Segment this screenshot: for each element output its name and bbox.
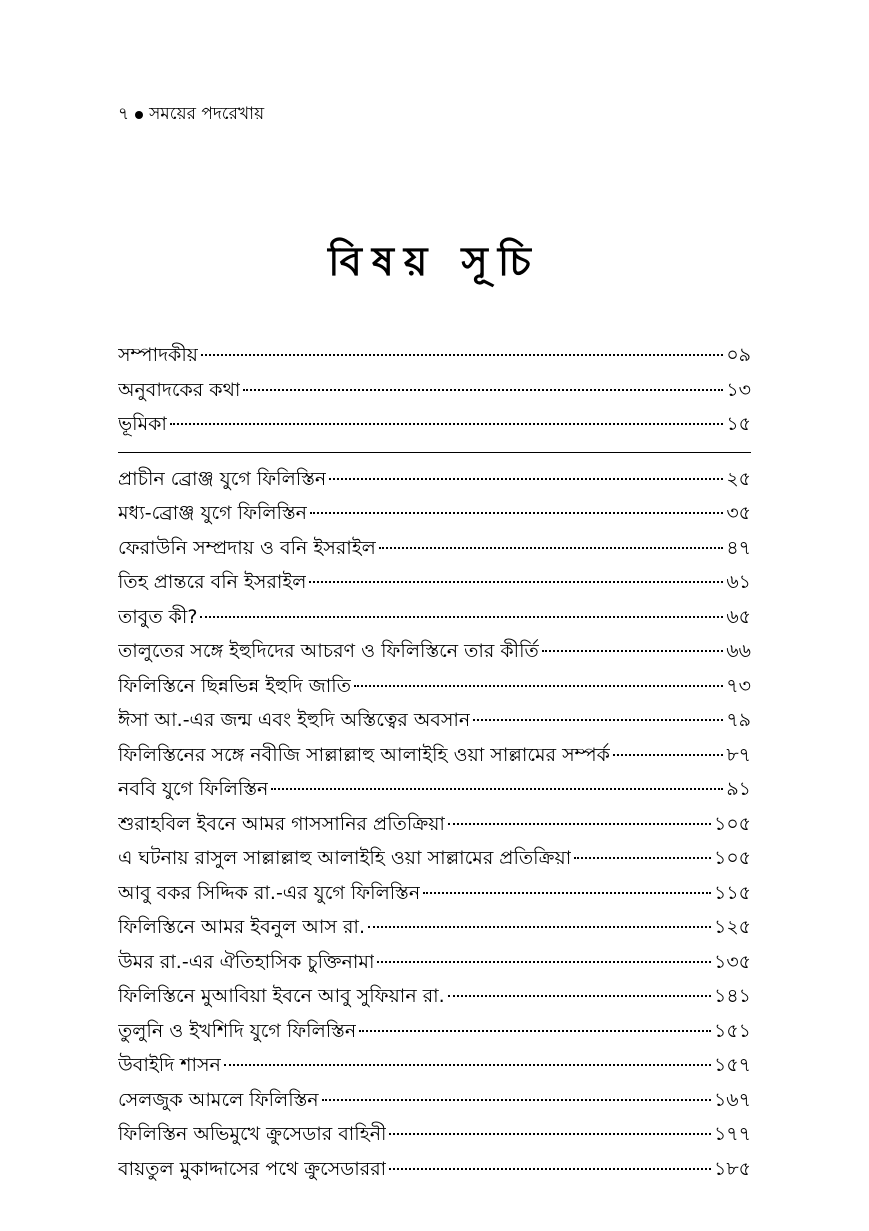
toc-entry-label: ঈসা আ.-এর জন্ম এবং ইহুদি অস্তিত্বের অবসান [118,709,471,731]
toc-entry[interactable] [118,1083,751,1118]
dot-leader [389,1168,711,1170]
toc-entry-page: ৭৩ [726,674,751,697]
toc-entry[interactable] [118,703,751,738]
toc-entry[interactable] [118,1117,751,1152]
toc-entry[interactable] [118,600,751,635]
dot-leader [542,650,723,652]
toc-entry[interactable] [118,496,751,531]
dot-leader [448,995,711,997]
page-title: বিষয় সূচি [328,239,541,285]
dot-leader [448,823,711,825]
dot-leader [423,892,711,894]
dot-leader [377,961,711,963]
toc-entry-label: ফিলিস্তিনে মুআবিয়া ইবনে আবু সুফিয়ান রা. [118,985,445,1007]
toc-entry[interactable] [118,373,751,408]
dot-leader [224,1064,711,1066]
toc-entry[interactable] [118,462,751,497]
toc-entry-page: ৮৭ [726,743,751,766]
toc-entry-label: অনুবাদকের কথা [118,378,241,401]
toc-entry-label: এ ঘটনায় রাসুল সাল্লাল্লাহু আলাইহি ওয়া সাল্লামের প্রতিক্রিয়া [118,847,572,869]
toc-entry[interactable] [118,876,751,911]
toc-entry-page: ৩৫ [726,502,751,524]
toc-entry-page: ১৬৭ [713,1088,751,1111]
toc-entry-label: মধ্য-ব্রোঞ্জ যুগে ফিলিস্তিন [118,502,307,524]
dot-leader [310,512,723,514]
toc-entry-page: ১৩ [726,378,751,401]
dot-leader [574,857,711,859]
toc-entry-page: ১৫১ [714,1019,751,1042]
toc-entry[interactable] [118,910,751,945]
toc-entry-label: ফেরাউনি সম্প্রদায় ও বনি ইসরাইল [118,536,376,559]
toc-entry-label: শুরাহবিল ইবনে আমর গাসসানির প্রতিক্রিয়া [118,812,445,835]
toc-entry-page: ২৫ [726,467,751,490]
toc-entry-label: উবাইদি শাসন [118,1054,221,1076]
dot-leader [329,478,723,480]
toc-entry-page: ১০৫ [713,847,751,869]
toc-entry-page: ১১৫ [714,881,751,904]
running-head-book-title: সময়ের পদরেখায় [149,104,265,124]
front-matter-list [118,338,751,442]
toc-entry[interactable] [118,565,751,600]
toc-entry-label: আবু বকর সিদ্দিক রা.-এর যুগে ফিলিস্তিন [118,881,421,904]
dot-leader [379,547,723,549]
running-head-page-number: ৭ [118,104,130,124]
toc-entry-label: তিহ প্রান্তরে বনি ইসরাইল [118,571,307,593]
toc-entry-label: বায়তুল মুকাদ্দাসের পথে ক্রুসেডাররা [118,1157,387,1180]
toc-entry[interactable] [118,841,751,876]
dot-leader [271,788,723,790]
toc-entry-label: ফিলিস্তিনে ছিন্নভিন্ন ইহুদি জাতি [118,674,351,697]
toc-entry-page: ১৩৫ [713,950,751,973]
dot-leader [473,719,723,721]
toc-entry[interactable] [118,669,751,704]
table-of-contents [118,338,751,1186]
dot-leader [201,354,723,356]
toc-entry-label: ফিলিস্তিনের সঙ্গে নবীজি সাল্লাল্লাহু আলাইহি ওয়া সাল্লামের সম্পর্ক [118,743,610,766]
toc-entry-page: ১৫৭ [713,1054,751,1076]
dot-leader [359,1030,711,1032]
running-head [118,101,264,129]
toc-entry[interactable] [118,1014,751,1049]
dot-leader [200,616,723,618]
toc-entry[interactable] [118,772,751,807]
toc-entry-label: তালুতের সঙ্গে ইহুদিদের আচরণ ও ফিলিস্তিনে তার কীর্তি [118,640,539,662]
toc-entry-label: ফিলিস্তিন অভিমুখে ক্রুসেডার বাহিনী [118,1123,387,1145]
dot-leader [613,754,723,756]
dot-leader [354,685,723,687]
chapter-list [118,462,751,1187]
bullet-icon [135,111,143,119]
toc-entry-label: সেলজুক আমলে ফিলিস্তিন [118,1088,319,1111]
toc-entry-page: ৪৭ [726,536,751,559]
toc-entry[interactable] [118,531,751,566]
toc-entry-page: ৬১ [726,571,751,593]
toc-entry[interactable] [118,1152,751,1187]
toc-entry-label: নববি যুগে ফিলিস্তিন [118,778,269,800]
dot-leader [389,1133,710,1135]
dot-leader [368,926,711,928]
toc-entry-label: সম্পাদকীয় [118,344,198,366]
toc-entry-page: ৬৬ [726,640,751,662]
toc-entry[interactable] [118,338,751,373]
dot-leader [309,581,723,583]
toc-entry[interactable] [118,407,751,442]
toc-entry-page: ১০৫ [713,812,751,835]
dot-leader [243,389,723,391]
toc-entry-label: ভূমিকা [118,413,167,435]
toc-entry[interactable] [118,1048,751,1083]
toc-entry[interactable] [118,979,751,1014]
toc-entry[interactable] [118,738,751,773]
toc-entry-label: উমর রা.-এর ঐতিহাসিক চুক্তিনামা [118,950,375,973]
section-divider [118,452,751,453]
toc-entry-label: তুলুনি ও ইখশিদি যুগে ফিলিস্তিন [118,1019,357,1042]
toc-entry-page: ৬৫ [726,605,751,628]
dot-leader [322,1099,711,1101]
toc-entry-label: ফিলিস্তিনে আমর ইবনুল আস রা. [118,916,365,938]
toc-entry-label: তাবুত কী? [118,605,198,628]
toc-entry-page: ০৯ [726,344,751,366]
toc-entry-page: ৯১ [726,778,751,800]
toc-entry[interactable] [118,945,751,980]
toc-entry-page: ১৭৭ [713,1123,751,1145]
toc-entry[interactable] [118,807,751,842]
toc-entry-page: ১৪১ [714,985,751,1007]
toc-entry[interactable] [118,634,751,669]
toc-entry-page: ৭৯ [726,709,751,731]
toc-entry-page: ১৫ [726,413,751,435]
toc-entry-page: ১৮৫ [714,1157,751,1180]
toc-entry-label: প্রাচীন ব্রোঞ্জ যুগে ফিলিস্তিন [118,467,327,490]
toc-entry-page: ১২৫ [713,916,751,938]
dot-leader [170,423,723,425]
